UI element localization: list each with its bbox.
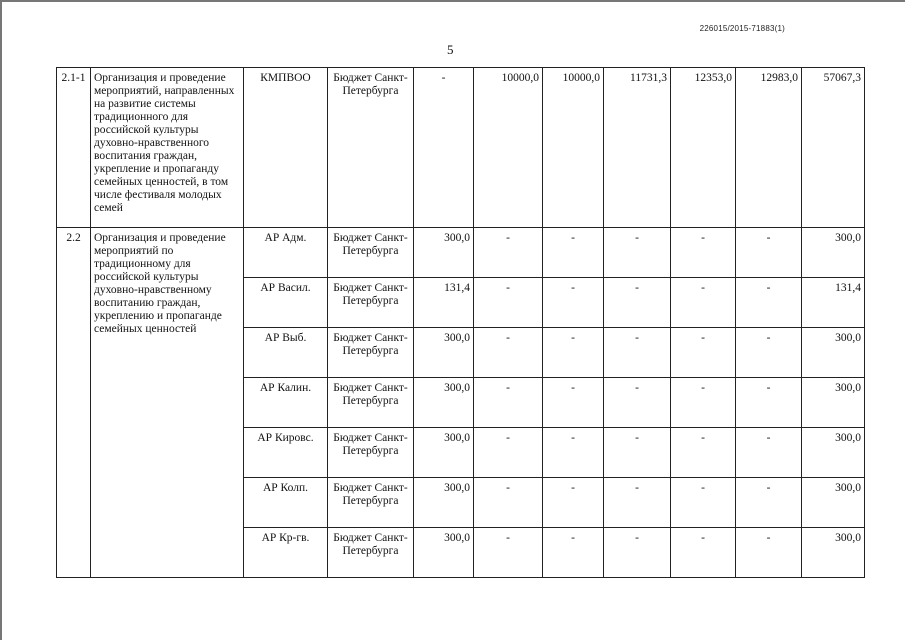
value-cell: - — [604, 278, 671, 328]
value-cell: - — [736, 528, 802, 578]
value-cell: 300,0 — [414, 528, 474, 578]
value-cell: - — [736, 478, 802, 528]
executor-cell: АР Кировс. — [244, 428, 328, 478]
value-cell: - — [543, 528, 604, 578]
executor-cell: АР Адм. — [244, 228, 328, 278]
executor-cell: АР Калин. — [244, 378, 328, 428]
value-cell: - — [414, 68, 474, 228]
value-cell: - — [671, 528, 736, 578]
value-cell: - — [736, 428, 802, 478]
total-cell: 131,4 — [802, 278, 865, 328]
value-cell: - — [604, 428, 671, 478]
value-cell: - — [474, 228, 543, 278]
value-cell: 11731,3 — [604, 68, 671, 228]
value-cell: - — [736, 328, 802, 378]
total-cell: 300,0 — [802, 378, 865, 428]
value-cell: - — [671, 278, 736, 328]
value-cell: - — [604, 378, 671, 428]
value-cell: - — [604, 228, 671, 278]
funding-source-cell: Бюджет Санкт-Петербурга — [328, 428, 414, 478]
value-cell: - — [671, 228, 736, 278]
row-number: 2.1-1 — [57, 68, 91, 228]
value-cell: 10000,0 — [474, 68, 543, 228]
scan-edge-top — [0, 0, 905, 2]
executor-cell: КМПВОО — [244, 68, 328, 228]
funding-source-cell: Бюджет Санкт-Петербурга — [328, 378, 414, 428]
value-cell: - — [671, 328, 736, 378]
total-cell: 300,0 — [802, 428, 865, 478]
total-cell: 57067,3 — [802, 68, 865, 228]
value-cell: 300,0 — [414, 428, 474, 478]
executor-cell: АР Васил. — [244, 278, 328, 328]
value-cell: 300,0 — [414, 378, 474, 428]
total-cell: 300,0 — [802, 478, 865, 528]
value-cell: - — [543, 428, 604, 478]
value-cell: - — [543, 228, 604, 278]
funding-source-cell: Бюджет Санкт-Петербурга — [328, 278, 414, 328]
value-cell: 10000,0 — [543, 68, 604, 228]
value-cell: - — [543, 328, 604, 378]
funding-source-cell: Бюджет Санкт-Петербурга — [328, 68, 414, 228]
funding-source-cell: Бюджет Санкт-Петербурга — [328, 228, 414, 278]
scan-edge-left — [0, 0, 2, 640]
table-row-2-1-1 — [57, 68, 865, 228]
budget-table — [56, 67, 865, 578]
value-cell: 12353,0 — [671, 68, 736, 228]
value-cell: - — [736, 278, 802, 328]
value-cell: - — [474, 378, 543, 428]
value-cell: - — [543, 278, 604, 328]
executor-cell: АР Выб. — [244, 328, 328, 378]
value-cell: 300,0 — [414, 228, 474, 278]
activity-name: Организация и проведение мероприятий, направленных на развитие системы традиционного для российской культуры духовно-нравственного воспитания граждан, укрепление и пропаганду семейных ценностей, в том числе фестиваля молодых семей — [91, 68, 244, 228]
value-cell: - — [671, 428, 736, 478]
activity-name: Организация и проведение мероприятий по традиционному для российской культуры духовно-нравственному воспитанию граждан, укреплению и пропаганде семейных ценностей — [91, 228, 244, 578]
total-cell: 300,0 — [802, 528, 865, 578]
page-number: 5 — [447, 42, 454, 57]
funding-source-cell: Бюджет Санкт-Петербурга — [328, 528, 414, 578]
value-cell: - — [671, 378, 736, 428]
value-cell: - — [671, 478, 736, 528]
value-cell: - — [543, 478, 604, 528]
value-cell: 12983,0 — [736, 68, 802, 228]
value-cell: - — [543, 378, 604, 428]
executor-cell: АР Кр-гв. — [244, 528, 328, 578]
document-number: 226015/2015-71883(1) — [699, 24, 785, 33]
value-cell: - — [474, 278, 543, 328]
value-cell: 300,0 — [414, 328, 474, 378]
row-number: 2.2 — [57, 228, 91, 578]
total-cell: 300,0 — [802, 228, 865, 278]
table-row-2-2 — [57, 228, 865, 278]
total-cell: 300,0 — [802, 328, 865, 378]
value-cell: - — [604, 328, 671, 378]
funding-source-cell: Бюджет Санкт-Петербурга — [328, 328, 414, 378]
value-cell: - — [474, 528, 543, 578]
value-cell: 131,4 — [414, 278, 474, 328]
value-cell: - — [736, 228, 802, 278]
value-cell: - — [474, 328, 543, 378]
value-cell: - — [604, 528, 671, 578]
value-cell: - — [474, 428, 543, 478]
value-cell: - — [474, 478, 543, 528]
value-cell: 300,0 — [414, 478, 474, 528]
funding-source-cell: Бюджет Санкт-Петербурга — [328, 478, 414, 528]
value-cell: - — [736, 378, 802, 428]
executor-cell: АР Колп. — [244, 478, 328, 528]
value-cell: - — [604, 478, 671, 528]
